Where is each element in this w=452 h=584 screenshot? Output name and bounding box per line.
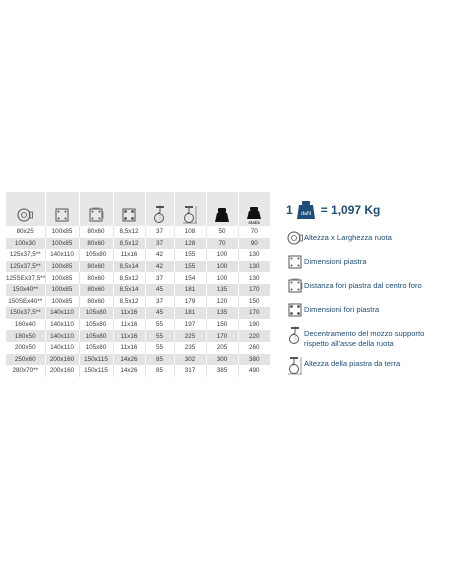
legend-item-plate-hole-size [286, 301, 450, 319]
cell-load-dynamic: 100 [206, 261, 238, 273]
plate-hole-size-icon [286, 301, 304, 319]
cell-hole-size: 8,5x14 [113, 261, 145, 273]
cell-hole-size: 8,5x12 [113, 238, 145, 250]
cell-hole-size: 14x26 [113, 365, 145, 377]
cell-offset: 37 [145, 238, 174, 250]
cell-wheel-size: 125x37,5** [6, 261, 45, 273]
table-row [6, 261, 270, 273]
header-load-static [238, 192, 270, 226]
header-load-dynamic [206, 192, 238, 226]
cell-plate-dimensions: 100x85 [45, 261, 79, 273]
cell-offset: 37 [145, 272, 174, 284]
cell-height: 154 [174, 272, 206, 284]
cell-load-dynamic: 300 [206, 354, 238, 366]
cell-load-static: 70 [238, 226, 270, 238]
table-row [6, 296, 270, 308]
plate-dimensions-icon [286, 253, 304, 271]
cell-load-static: 170 [238, 284, 270, 296]
cell-wheel-size: 150x40** [6, 284, 45, 296]
legend-text: Altezza x Larghezza ruota [304, 233, 392, 242]
header-offset [145, 192, 174, 226]
cell-load-dynamic: 100 [206, 249, 238, 261]
table-row [6, 284, 270, 296]
cell-hole-distance: 80x60 [79, 226, 113, 238]
wheel-size-icon [16, 206, 34, 224]
cell-wheel-size: 150SEx40** [6, 296, 45, 308]
cell-load-dynamic: 120 [206, 296, 238, 308]
cell-hole-size: 8,5x12 [113, 272, 145, 284]
cell-hole-size: 8,5x12 [113, 296, 145, 308]
cell-load-static: 190 [238, 319, 270, 331]
cell-wheel-size: 150x37,5** [6, 307, 45, 319]
legend-item-height [286, 355, 450, 375]
cell-height: 108 [174, 226, 206, 238]
cell-hole-distance: 105x80 [79, 342, 113, 354]
cell-wheel-size: 180x50 [6, 330, 45, 342]
table-row [6, 238, 270, 250]
cell-plate-dimensions: 140x110 [45, 319, 79, 331]
cell-height: 179 [174, 296, 206, 308]
header-plate-dimensions [45, 192, 79, 226]
height-icon [286, 355, 304, 375]
table-row [6, 342, 270, 354]
load-count: 1 [286, 203, 293, 217]
cell-load-static: 220 [238, 330, 270, 342]
cell-plate-dimensions: 100x85 [45, 284, 79, 296]
legend-text: Dimensioni fori piastra [304, 305, 380, 314]
caster-spec-table [6, 192, 270, 377]
table-row [6, 330, 270, 342]
cell-offset: 37 [145, 296, 174, 308]
cell-wheel-size: 80x25 [6, 226, 45, 238]
cell-load-dynamic: 385 [206, 365, 238, 377]
cell-wheel-size: 100x30 [6, 238, 45, 250]
cell-load-static: 130 [238, 261, 270, 273]
cell-height: 155 [174, 249, 206, 261]
cell-offset: 37 [145, 226, 174, 238]
static-label: static [248, 220, 261, 225]
legend [286, 197, 450, 375]
cell-load-static: 170 [238, 307, 270, 319]
cell-plate-dimensions: 100x85 [45, 238, 79, 250]
table-body [6, 226, 270, 377]
caster-spec-table-wrapper [6, 192, 270, 377]
cell-hole-distance: 150x115 [79, 365, 113, 377]
cell-wheel-size: 200x50 [6, 342, 45, 354]
cell-hole-size: 14x26 [113, 354, 145, 366]
cell-hole-size: 11x16 [113, 307, 145, 319]
cell-hole-distance: 80x60 [79, 296, 113, 308]
table-row [6, 365, 270, 377]
cell-offset: 55 [145, 330, 174, 342]
cell-wheel-size: 160x40 [6, 319, 45, 331]
cell-offset: 42 [145, 261, 174, 273]
load-conversion [286, 197, 450, 223]
cell-offset: 45 [145, 284, 174, 296]
cell-height: 155 [174, 261, 206, 273]
cell-load-dynamic: 150 [206, 319, 238, 331]
table-row [6, 272, 270, 284]
cell-offset: 85 [145, 365, 174, 377]
cell-plate-dimensions: 100x85 [45, 296, 79, 308]
header-wheel-size [6, 192, 45, 226]
header-plate-hole-distance [79, 192, 113, 226]
cell-hole-distance: 105x80 [79, 249, 113, 261]
cell-wheel-size: 125SEx37,5** [6, 272, 45, 284]
header-height [174, 192, 206, 226]
cell-hole-size: 11x16 [113, 249, 145, 261]
plate-hole-size-icon [120, 206, 138, 224]
cell-height: 235 [174, 342, 206, 354]
cell-load-dynamic: 70 [206, 238, 238, 250]
cell-height: 181 [174, 307, 206, 319]
cell-hole-size: 8,5x14 [113, 284, 145, 296]
cell-hole-distance: 80x60 [79, 284, 113, 296]
table-row [6, 307, 270, 319]
cell-load-static: 130 [238, 272, 270, 284]
cell-load-dynamic: 135 [206, 284, 238, 296]
cell-hole-size: 11x16 [113, 330, 145, 342]
cell-offset: 55 [145, 319, 174, 331]
legend-item-offset [286, 325, 450, 349]
cell-load-dynamic: 50 [206, 226, 238, 238]
cell-height: 197 [174, 319, 206, 331]
cell-hole-size: 11x16 [113, 342, 145, 354]
cell-load-static: 150 [238, 296, 270, 308]
cell-hole-size: 8,5x12 [113, 226, 145, 238]
plate-hole-distance-icon [286, 277, 304, 295]
cell-load-static: 380 [238, 354, 270, 366]
table-row [6, 226, 270, 238]
cell-offset: 55 [145, 342, 174, 354]
cell-load-dynamic: 135 [206, 307, 238, 319]
cell-load-dynamic: 205 [206, 342, 238, 354]
legend-item-wheel-size [286, 229, 450, 247]
cell-height: 317 [174, 365, 206, 377]
legend-text: Altezza della piastra da terra [304, 359, 401, 368]
cell-hole-distance: 80x60 [79, 261, 113, 273]
cell-plate-dimensions: 200x160 [45, 354, 79, 366]
cell-hole-distance: 80x60 [79, 238, 113, 250]
cell-height: 181 [174, 284, 206, 296]
cell-hole-distance: 105x80 [79, 319, 113, 331]
header-plate-hole-size [113, 192, 145, 226]
legend-item-plate-dimensions [286, 253, 450, 271]
cell-plate-dimensions: 100x85 [45, 272, 79, 284]
cell-hole-distance: 105x80 [79, 307, 113, 319]
plate-hole-distance-icon [87, 206, 105, 224]
table-row [6, 319, 270, 331]
cell-wheel-size: 250x60 [6, 354, 45, 366]
cell-plate-dimensions: 200x160 [45, 365, 79, 377]
cell-offset: 85 [145, 354, 174, 366]
legend-text: Dimensioni piastra [304, 257, 367, 266]
legend-text: Distanza fori piastra dal centro foro [304, 281, 422, 290]
table-row [6, 249, 270, 261]
cell-load-static: 260 [238, 342, 270, 354]
wheel-size-icon [286, 229, 304, 247]
load-value: = 1,097 Kg [320, 203, 381, 217]
cell-load-static: 90 [238, 238, 270, 250]
dan-weight-icon [295, 200, 317, 220]
cell-hole-size: 11x16 [113, 319, 145, 331]
cell-height: 302 [174, 354, 206, 366]
table-header-row [6, 192, 270, 226]
cell-plate-dimensions: 140x110 [45, 307, 79, 319]
cell-wheel-size: 280x70** [6, 365, 45, 377]
cell-load-dynamic: 170 [206, 330, 238, 342]
cell-wheel-size: 125x37,5** [6, 249, 45, 261]
cell-plate-dimensions: 140x110 [45, 330, 79, 342]
cell-plate-dimensions: 100x85 [45, 226, 79, 238]
cell-height: 128 [174, 238, 206, 250]
cell-hole-distance: 105x80 [79, 330, 113, 342]
cell-load-dynamic: 100 [206, 272, 238, 284]
legend-text: Decentramento del mozzo supporto rispetto all'asse della ruota [304, 329, 425, 348]
height-icon [181, 204, 199, 224]
cell-hole-distance: 150x115 [79, 354, 113, 366]
plate-dimensions-icon [53, 206, 71, 224]
cell-offset: 45 [145, 307, 174, 319]
weight-static-icon [245, 206, 263, 220]
cell-plate-dimensions: 140x110 [45, 249, 79, 261]
legend-item-plate-hole-distance [286, 277, 450, 295]
offset-icon [151, 204, 169, 224]
offset-icon [286, 325, 304, 345]
cell-height: 225 [174, 330, 206, 342]
weight-icon [213, 206, 231, 224]
cell-plate-dimensions: 140x110 [45, 342, 79, 354]
table-row [6, 354, 270, 366]
dan-badge-text: daN [300, 211, 311, 217]
cell-offset: 42 [145, 249, 174, 261]
cell-load-static: 490 [238, 365, 270, 377]
cell-load-static: 130 [238, 249, 270, 261]
cell-hole-distance: 80x60 [79, 272, 113, 284]
